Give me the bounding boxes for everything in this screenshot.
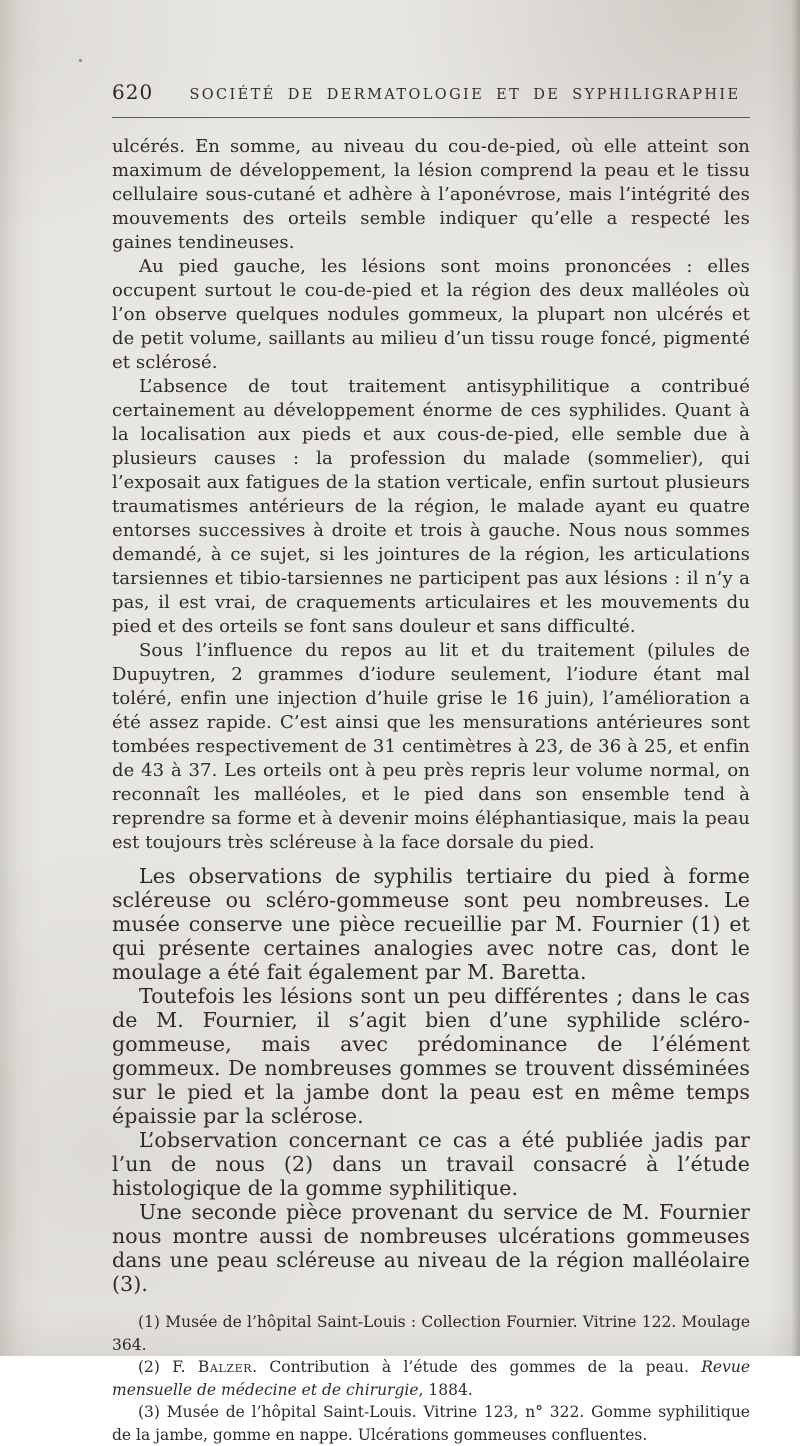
paragraph: Toutefois les lésions sont un peu différentes ; dans le cas de M. Fournier, il s’agit bien d’une syphilide scléro-gommeuse, mais avec prédominance de l’élément gommeux. De nombreuses gommes se trouvent disséminées sur le pied et la jambe dont la peau est en même temps épaissie par la sclérose. [112, 984, 750, 1128]
running-header [112, 80, 750, 104]
footnotes [112, 1311, 750, 1446]
header-rule [112, 117, 750, 118]
author-name: Balzer [197, 1358, 253, 1376]
paragraph-continuation: ulcérés. En somme, au niveau du cou-de-pied, où elle atteint son maximum de développement, la lésion comprend la peau et le tissu cellulaire sous-cutané et adhère à l’aponévrose, mais l’intégrité des mouvements des orteils semble indiquer qu’elle a respecté les gaines tendineuses. [112, 136, 750, 253]
section-discussion [112, 864, 750, 1296]
paragraph: Une seconde pièce provenant du service de M. Fournier nous montre aussi de nombreuses ulcérations gommeuses dans une peau scléreuse au niveau de la région malléolaire (3). [112, 1200, 750, 1296]
paragraph: L’observation concernant ce cas a été publiée jadis par l’un de nous (2) dans un travail consacré à l’étude histologique de la gomme syphilitique. [112, 1128, 750, 1200]
text-block [112, 0, 750, 1446]
footnote-3: (3) Musée de l’hôpital Saint-Louis. Vitrine 123, n° 322. Gomme syphilitique de la jambe, gomme en nappe. Ulcérations gommeuses confluentes. [112, 1403, 750, 1444]
journal-name: Revue mensuelle de médecine et de chirurgie [112, 1358, 750, 1399]
paragraph: Les observations de syphilis tertiaire du pied à forme scléreuse ou scléro-gommeuse sont peu nombreuses. Le musée conserve une pièce recueillie par M. Fournier (1) et qui présente certaines analogies avec notre cas, dont le moulage a été fait également par M. Baretta. [112, 864, 750, 984]
footnote-2-suffix: , 1884. [418, 1380, 473, 1399]
section-case-report [112, 135, 750, 855]
paragraph: L’absence de tout traitement antisyphilitique a contribué certainement au développement énorme de ces syphilides. Quant à la localisation aux pieds et aux cous-de-pied, elle semble due à plusieurs causes : la profession du malade (sommelier), qui l’exposait aux fatigues de la station verticale, enfin surtout plusieurs traumatismes antérieurs de la région, le malade ayant eu quatre entorses successives à droite et trois à gauche. Nous nous sommes demandé, à ce sujet, si les jointures de la région, les articulations tarsiennes et tibio-tarsiennes ne participent pas aux lésions : il n’y a pas, il est vrai, de craquements articulaires et les mouvements du pied et des orteils se font sans douleur et sans difficulté. [112, 376, 750, 637]
paper-speck [79, 59, 82, 62]
footnote-2-prefix: (2) F. [138, 1358, 198, 1376]
journal-title: SOCIÉTÉ DE DERMATOLOGIE ET DE SYPHILIGRAPHIE [189, 87, 741, 103]
footnote-2-middle: . Contribution à l’étude des gommes de la peau. [252, 1358, 702, 1376]
footnote-1: (1) Musée de l’hôpital Saint-Louis : Collection Fournier. Vitrine 122. Moulage 364. [112, 1313, 750, 1354]
paragraph: Au pied gauche, les lésions sont moins prononcées : elles occupent surtout le cou-de-pied et la région des deux malléoles où l’on observe quelques nodules gommeux, la plupart non ulcérés et de petit volume, saillants au milieu d’un tissu rouge foncé, pigmenté et sclérosé. [112, 256, 750, 373]
page-number: 620 [112, 80, 154, 104]
footnote-2 [112, 1356, 750, 1401]
paragraph: Sous l’influence du repos au lit et du traitement (pilules de Dupuytren, 2 grammes d’iodure seulement, l’iodure étant mal toléré, enfin une injection d’huile grise le 16 juin), l’amélioration a été assez rapide. C’est ainsi que les mensurations antérieures sont tombées respectivement de 31 centimètres à 23, de 36 à 25, et enfin de 43 à 37. Les orteils ont à peu près repris leur volume normal, on reconnaît les malléoles, et le pied dans son ensemble tend à reprendre sa forme et à devenir moins éléphantiasique, mais la peau est toujours très scléreuse à la face dorsale du pied. [112, 640, 750, 853]
